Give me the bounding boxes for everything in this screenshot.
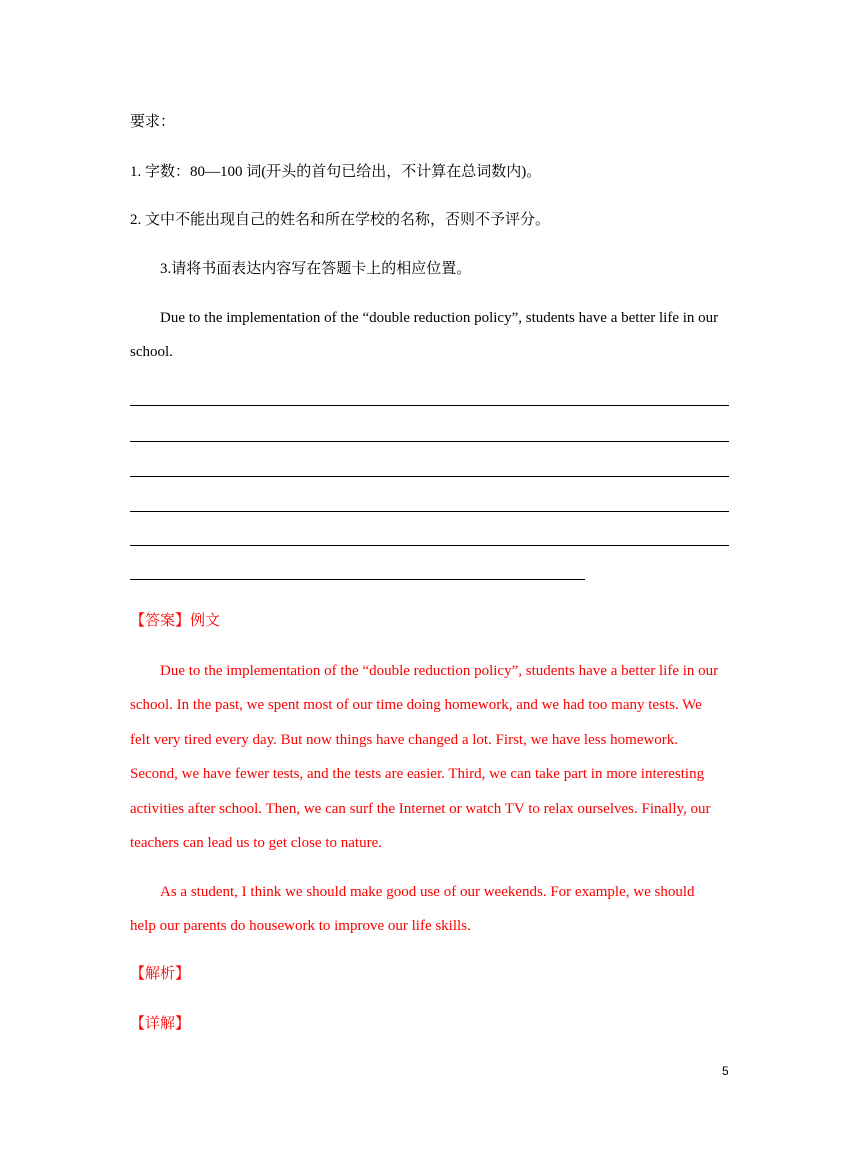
- answer-paragraph-1-line: felt very tired every day. But now things have changed a lot. First, we have less homework.: [130, 732, 679, 748]
- answer-paragraph-1-line: Second, we have fewer tests, and the tests are easier. Third, we can take part in more interesting: [130, 766, 705, 782]
- requirement-item-3: 3.请将书面表达内容写在答题卡上的相应位置。: [160, 261, 472, 277]
- requirement-item-2: 2. 文中不能出现自己的姓名和所在学校的名称，否则不予评分。: [130, 212, 551, 228]
- answer-paragraph-1-line: Due to the implementation of the “double reduction policy”, students have a better life in our: [160, 663, 719, 679]
- prompt-line-2: school.: [130, 344, 173, 360]
- answer-paragraph-2-line: help our parents do housework to improve our life skills.: [130, 918, 471, 934]
- answer-blank-line: [130, 579, 585, 580]
- prompt-line-1: Due to the implementation of the “double reduction policy”, students have a better life in our: [160, 310, 719, 326]
- analysis-label: 【解析】: [130, 966, 191, 982]
- requirements-heading: 要求：: [130, 114, 176, 130]
- answer-label: 【答案】例文: [130, 613, 221, 629]
- answer-blank-line: [130, 476, 729, 477]
- answer-blank-line: [130, 405, 729, 406]
- answer-blank-line: [130, 441, 729, 442]
- requirement-item-1: 1. 字数：80—100 词(开头的首句已给出，不计算在总词数内)。: [130, 164, 542, 180]
- answer-blank-line: [130, 545, 729, 546]
- detail-label: 【详解】: [130, 1016, 191, 1032]
- answer-blank-line: [130, 511, 729, 512]
- answer-paragraph-1-line: school. In the past, we spent most of our time doing homework, and we had too many tests. We: [130, 697, 702, 713]
- page-number: 5: [722, 1064, 729, 1078]
- answer-paragraph-1-line: teachers can lead us to get close to nature.: [130, 835, 382, 851]
- answer-paragraph-1-line: activities after school. Then, we can surf the Internet or watch TV to relax ourselves. Finally, our: [130, 801, 711, 817]
- answer-paragraph-2-line: As a student, I think we should make good use of our weekends. For example, we should: [160, 884, 695, 900]
